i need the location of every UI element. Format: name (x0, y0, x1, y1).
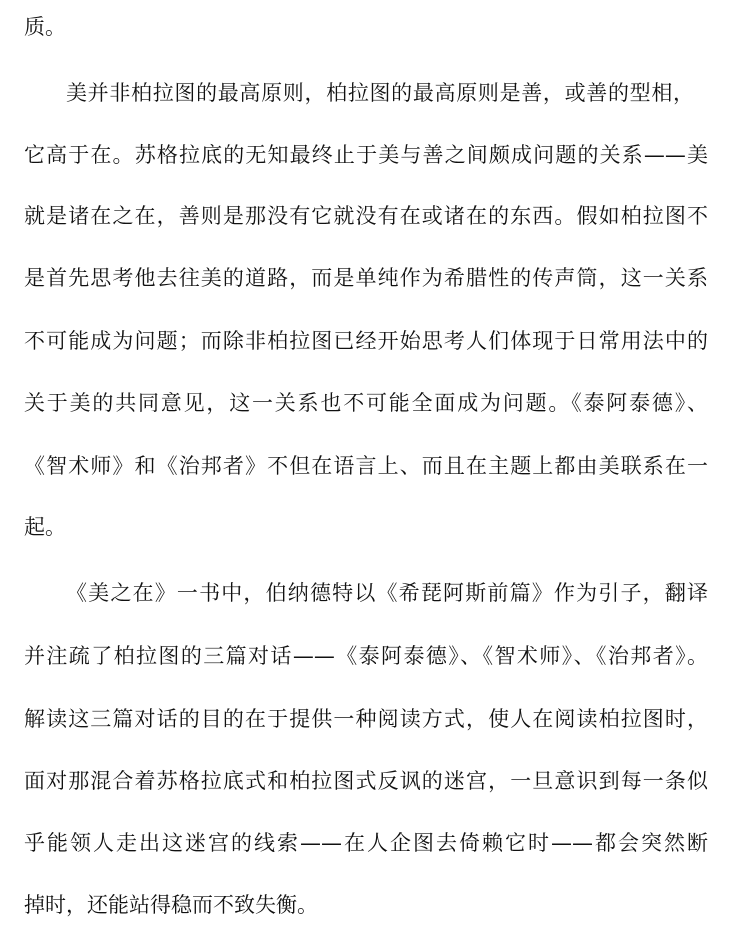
text-line: 掉时，还能站得稳而不致失衡。 (24, 893, 318, 917)
text-line: 解读这三篇对话的目的在于提供一种阅读方式，使人在阅读柏拉图时， (24, 707, 708, 731)
text-line: 《智术师》和《治邦者》不但在语言上、而且在主题上都由美联系在一 (24, 454, 708, 478)
text-line: 不可能成为问题；而除非柏拉图已经开始思考人们体现于日常用法中的 (24, 329, 708, 353)
paragraph-first-line: 《美之在》一书中，伯纳德特以《希琵阿斯前篇》作为引子，翻译 (66, 581, 708, 605)
text-line: 就是诸在之在，善则是那没有它就没有在或诸在的东西。假如柏拉图不 (24, 204, 708, 228)
text-line: 它高于在。苏格拉底的无知最终止于美与善之间颇成问题的关系——美 (24, 143, 708, 167)
text-line: 面对那混合着苏格拉底式和柏拉图式反讽的迷宫，一旦意识到每一条似 (24, 769, 708, 793)
text-line: 乎能领人走出这迷宫的线索——在人企图去倚赖它时——都会突然断 (24, 831, 708, 855)
text-line: 关于美的共同意见，这一关系也不可能全面成为问题。《泰阿泰德》、 (24, 391, 708, 415)
text-line: 质。 (24, 15, 66, 39)
text-line: 起。 (24, 515, 66, 539)
text-line: 并注疏了柏拉图的三篇对话——《泰阿泰德》、《智术师》、《治邦者》。 (24, 644, 708, 668)
text-line: 是首先思考他去往美的道路，而是单纯作为希腊性的传声筒，这一关系 (24, 266, 708, 290)
paragraph-first-line: 美并非柏拉图的最高原则，柏拉图的最高原则是善，或善的型相， (66, 81, 694, 105)
